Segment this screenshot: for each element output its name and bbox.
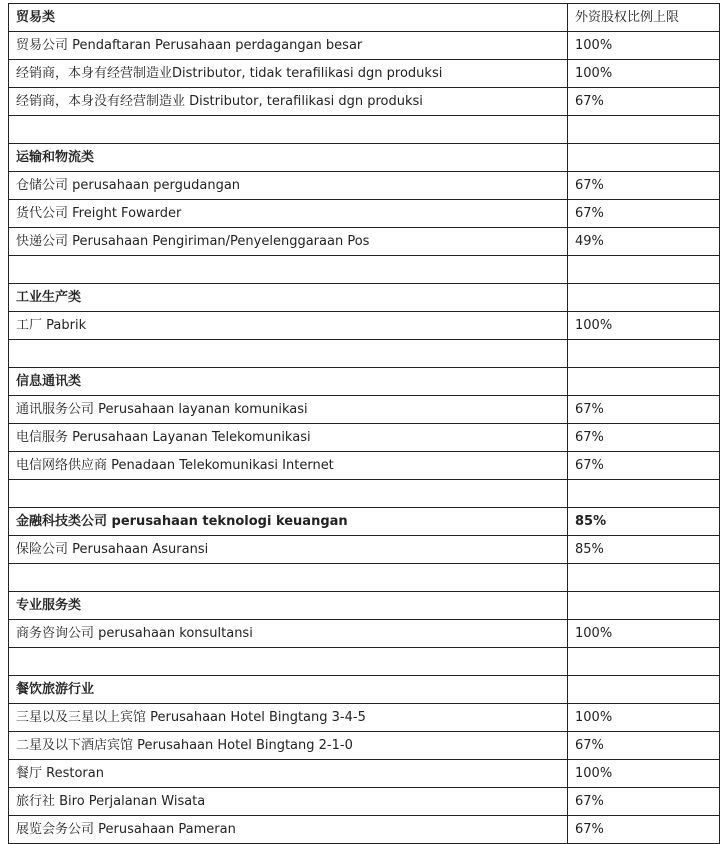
ownership-limit-cell: 67% [568, 788, 720, 816]
ownership-limit-cell [568, 564, 720, 592]
company-type-cell: 餐厅 Restoran [9, 760, 568, 788]
ownership-limit-cell: 49% [568, 228, 720, 256]
ownership-limit-cell: 67% [568, 732, 720, 760]
company-type-cell: 展览会务公司 Perusahaan Pameran [9, 816, 568, 844]
table-row [9, 396, 720, 424]
ownership-limit-cell [568, 284, 720, 312]
ownership-limit-cell: 67% [568, 88, 720, 116]
blank-row [9, 648, 720, 676]
company-type-cell: 经销商，本身没有经营制造业 Distributor, terafilikasi dgn produksi [9, 88, 568, 116]
company-type-cell: 经销商，本身有经营制造业Distributor, tidak terafilikasi dgn produksi [9, 60, 568, 88]
ownership-limit-cell: 67% [568, 424, 720, 452]
table-row [9, 508, 720, 536]
table-row [9, 424, 720, 452]
table-body [9, 4, 720, 844]
ownership-limit-cell: 85% [568, 536, 720, 564]
table-row [9, 88, 720, 116]
ownership-limit-cell [568, 340, 720, 368]
table-row [9, 312, 720, 340]
blank-row [9, 256, 720, 284]
company-type-cell [9, 648, 568, 676]
company-type-cell: 商务咨询公司 perusahaan konsultansi [9, 620, 568, 648]
table-header-row [9, 4, 720, 32]
table-row [9, 760, 720, 788]
ownership-limit-cell: 67% [568, 816, 720, 844]
ownership-limit-cell: 100% [568, 620, 720, 648]
ownership-limit-cell: 100% [568, 60, 720, 88]
company-type-cell: 货代公司 Freight Fowarder [9, 200, 568, 228]
ownership-limit-cell: 100% [568, 704, 720, 732]
ownership-limit-cell: 67% [568, 172, 720, 200]
table-row [9, 620, 720, 648]
ownership-limit-cell: 100% [568, 312, 720, 340]
ownership-limit-cell [568, 676, 720, 704]
ownership-limit-cell [568, 480, 720, 508]
ownership-limit-cell [568, 256, 720, 284]
company-type-cell: 金融科技类公司 perusahaan teknologi keuangan [9, 508, 568, 536]
category-label: 信息通讯类 [9, 368, 568, 396]
table-row [9, 732, 720, 760]
table-row [9, 788, 720, 816]
category-row [9, 368, 720, 396]
company-type-cell: 快递公司 Perusahaan Pengiriman/Penyelenggaraan Pos [9, 228, 568, 256]
blank-row [9, 116, 720, 144]
company-type-cell [9, 116, 568, 144]
blank-row [9, 564, 720, 592]
category-row [9, 284, 720, 312]
ownership-limit-cell [568, 648, 720, 676]
company-type-cell [9, 564, 568, 592]
category-label: 餐饮旅游行业 [9, 676, 568, 704]
ownership-limit-cell: 100% [568, 32, 720, 60]
table-row [9, 452, 720, 480]
ownership-limit-cell [568, 116, 720, 144]
table-row [9, 200, 720, 228]
category-row [9, 144, 720, 172]
company-type-cell [9, 480, 568, 508]
table-row [9, 704, 720, 732]
ownership-limit-cell: 67% [568, 452, 720, 480]
company-type-cell: 保险公司 Perusahaan Asuransi [9, 536, 568, 564]
table-row [9, 816, 720, 844]
table-row [9, 172, 720, 200]
company-type-cell: 工厂 Pabrik [9, 312, 568, 340]
category-label: 工业生产类 [9, 284, 568, 312]
category-label: 运输和物流类 [9, 144, 568, 172]
ownership-limit-cell: 85% [568, 508, 720, 536]
header-column: 外资股权比例上限 [568, 4, 720, 32]
ownership-limit-cell: 67% [568, 200, 720, 228]
ownership-limit-cell [568, 144, 720, 172]
company-type-cell: 旅行社 Biro Perjalanan Wisata [9, 788, 568, 816]
header-category: 贸易类 [9, 4, 568, 32]
table-row [9, 60, 720, 88]
ownership-limit-cell: 100% [568, 760, 720, 788]
table-row [9, 536, 720, 564]
ownership-table [8, 3, 720, 844]
company-type-cell: 通讯服务公司 Perusahaan layanan komunikasi [9, 396, 568, 424]
table-row [9, 32, 720, 60]
table-row [9, 228, 720, 256]
category-row [9, 592, 720, 620]
blank-row [9, 480, 720, 508]
category-row [9, 676, 720, 704]
company-type-cell: 三星以及三星以上宾馆 Perusahaan Hotel Bingtang 3-4-5 [9, 704, 568, 732]
company-type-cell: 贸易公司 Pendaftaran Perusahaan perdagangan besar [9, 32, 568, 60]
company-type-cell: 仓储公司 perusahaan pergudangan [9, 172, 568, 200]
blank-row [9, 340, 720, 368]
ownership-limit-cell: 67% [568, 396, 720, 424]
company-type-cell: 电信服务 Perusahaan Layanan Telekomunikasi [9, 424, 568, 452]
company-type-cell: 电信网络供应商 Penadaan Telekomunikasi Internet [9, 452, 568, 480]
ownership-limit-cell [568, 368, 720, 396]
company-type-cell: 二星及以下酒店宾馆 Perusahaan Hotel Bingtang 2-1-0 [9, 732, 568, 760]
category-label: 专业服务类 [9, 592, 568, 620]
ownership-limit-cell [568, 592, 720, 620]
company-type-cell [9, 340, 568, 368]
company-type-cell [9, 256, 568, 284]
